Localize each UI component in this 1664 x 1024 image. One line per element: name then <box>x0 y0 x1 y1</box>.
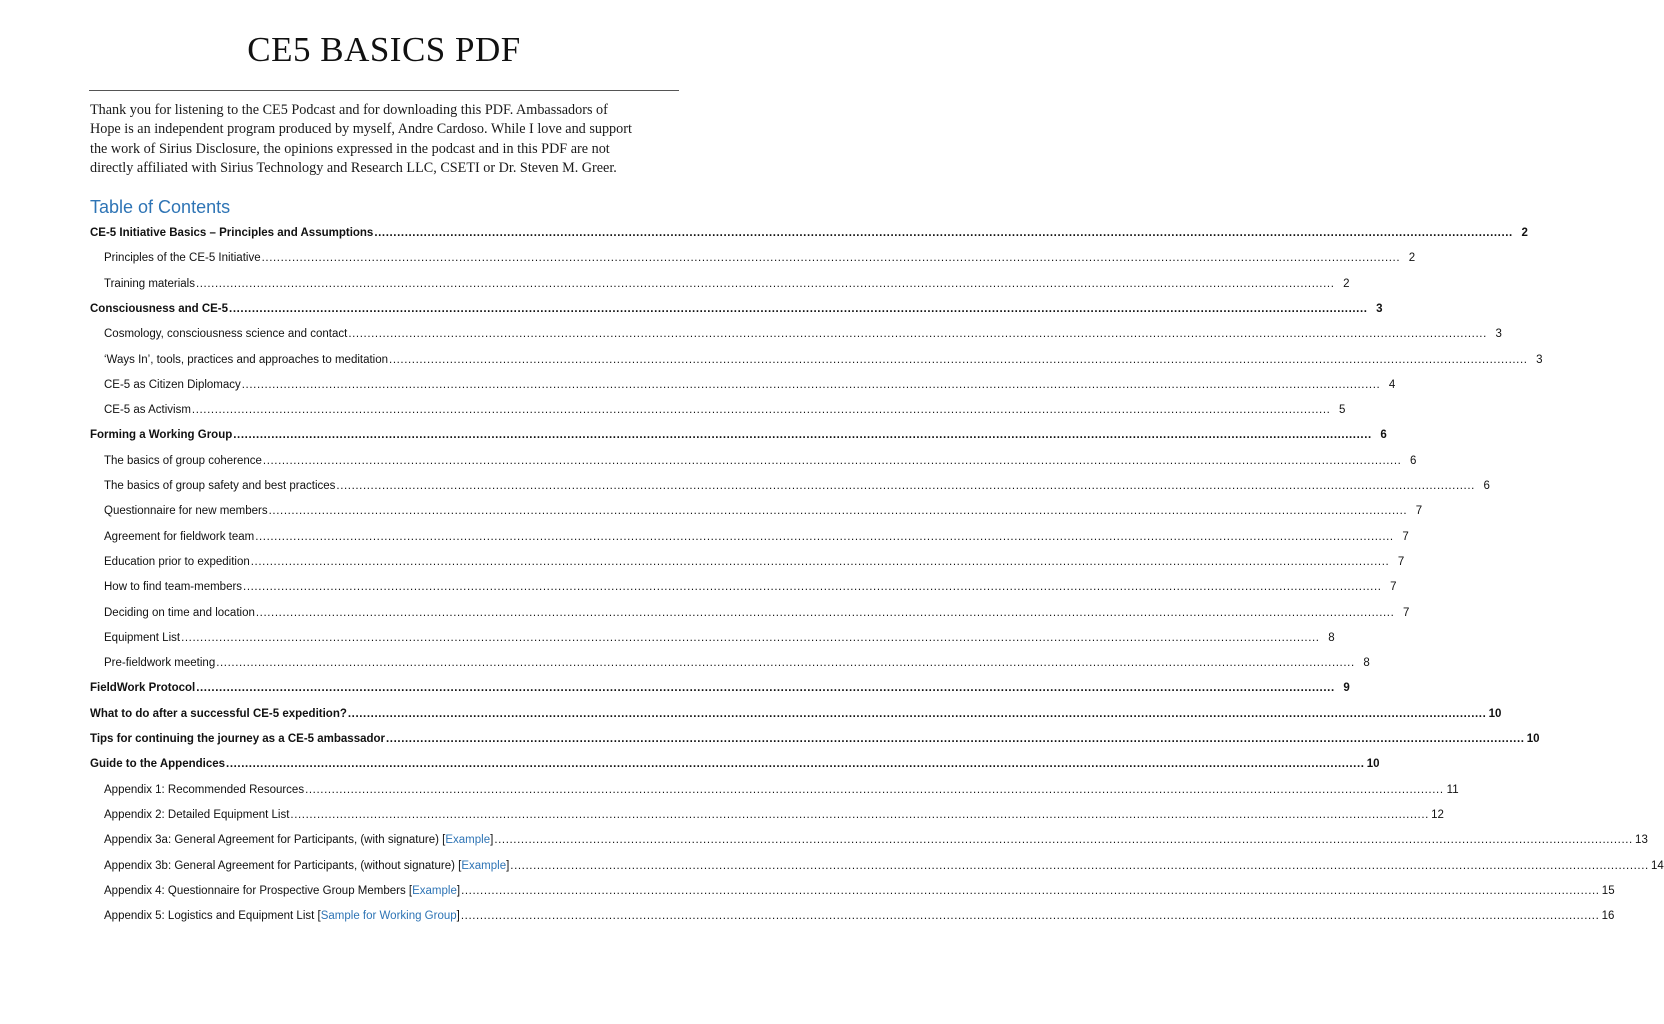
toc-dot-leader: ............................................................................................................................................................................................................................................................................................................ <box>290 808 1429 821</box>
toc-page-number: 10 <box>1488 707 1502 720</box>
toc-entry-label: Appendix 4: Questionnaire for Prospective Group Members [ <box>104 884 413 897</box>
toc-dot-leader: ............................................................................................................................................................................................................................................................................................................ <box>241 378 1381 391</box>
toc-dot-leader: ............................................................................................................................................................................................................................................................................................................ <box>374 227 1513 239</box>
toc-page-number: 15 <box>1601 884 1615 897</box>
toc-entry-subsection[interactable] <box>104 907 1615 925</box>
toc-entry-section[interactable] <box>90 730 1540 748</box>
toc-entry-subsection[interactable] <box>104 629 1335 647</box>
intro-line: Hope is an independent program produced by myself, Andre Cardoso. While I love and support <box>90 121 632 138</box>
toc-page-number: 13 <box>1635 834 1648 847</box>
toc-entry-subsection[interactable] <box>104 781 1459 799</box>
toc-entry-subsection[interactable] <box>104 806 1444 824</box>
toc-page-number: 7 <box>1415 505 1423 518</box>
toc-page-number: 14 <box>1651 859 1664 872</box>
toc-entry-label: Appendix 3a: General Agreement for Participants, (with signature) [ <box>104 834 446 847</box>
toc-entry-example-link[interactable]: Example <box>412 884 457 897</box>
toc-dot-leader: ............................................................................................................................................................................................................................................................................................................ <box>233 429 1372 442</box>
toc-page-number: 6 <box>1380 429 1387 442</box>
toc-dot-leader: ............................................................................................................................................................................................................................................................................................................ <box>347 707 1487 720</box>
intro-paragraph <box>90 101 680 178</box>
toc-entry-label: ‘Ways In’, tools, practices and approaches to meditation <box>104 353 389 366</box>
toc-entry-label-suffix: ] <box>490 834 494 847</box>
toc-entry-label: Training materials <box>104 277 195 290</box>
toc-entry-label: Education prior to expedition <box>104 555 250 568</box>
toc-dot-leader: ............................................................................................................................................................................................................................................................................................................ <box>494 834 1633 847</box>
intro-line: Thank you for listening to the CE5 Podcast and for downloading this PDF. Ambassadors of <box>90 102 608 118</box>
toc-dot-leader: ............................................................................................................................................................................................................................................................................................................ <box>181 631 1320 644</box>
toc-dot-leader: ............................................................................................................................................................................................................................................................................................................ <box>250 555 1390 568</box>
toc-entry-label: Questionnaire for new members <box>104 505 268 518</box>
toc-dot-leader: ............................................................................................................................................................................................................................................................................................................ <box>268 505 1408 518</box>
toc-dot-leader: ............................................................................................................................................................................................................................................................................................................ <box>191 404 1331 417</box>
toc-page-number: 2 <box>1343 277 1350 290</box>
toc-dot-leader: ............................................................................................................................................................................................................................................................................................................ <box>261 252 1401 265</box>
toc-page-number: 3 <box>1536 353 1543 366</box>
toc-entry-label: Appendix 3b: General Agreement for Participants, (without signature) [ <box>104 859 462 872</box>
toc-dot-leader: ............................................................................................................................................................................................................................................................................................................ <box>255 606 1395 619</box>
toc-entry-label: CE-5 as Activism <box>104 404 191 417</box>
toc-dot-leader: ............................................................................................................................................................................................................................................................................................................ <box>226 758 1365 771</box>
toc-page-number: 10 <box>1366 758 1380 771</box>
toc-entry-subsection[interactable] <box>104 654 1370 672</box>
toc-entry-subsection[interactable] <box>104 882 1615 900</box>
toc-entry-label: FieldWork Protocol <box>90 682 196 695</box>
toc-page-number: 8 <box>1363 657 1370 670</box>
toc-entry-subsection[interactable] <box>104 477 1490 495</box>
toc-page-number: 2 <box>1521 227 1528 239</box>
toc-entry-section[interactable] <box>90 705 1502 723</box>
toc-entry-subsection[interactable] <box>104 325 1502 343</box>
document-title: CE5 BASICS PDF <box>247 30 521 69</box>
toc-entry-label: CE-5 Initiative Basics – Principles and Assumptions <box>90 227 374 239</box>
toc-entry-subsection[interactable] <box>104 275 1350 293</box>
toc-page-number: 5 <box>1339 404 1346 417</box>
toc-dot-leader: ............................................................................................................................................................................................................................................................................................................ <box>348 328 1487 341</box>
toc-entry-label-suffix: ] <box>456 884 461 897</box>
toc-entry-label: The basics of group coherence <box>104 454 262 467</box>
toc-entry-subsection[interactable] <box>104 553 1405 571</box>
intro-line: the work of Sirius Disclosure, the opinions expressed in the podcast and in this PDF are not <box>90 140 610 157</box>
toc-page-number: 7 <box>1390 581 1397 594</box>
toc-dot-leader: ............................................................................................................................................................................................................................................................................................................ <box>461 884 1600 897</box>
toc-page-number: 7 <box>1403 606 1410 619</box>
toc-page-number: 9 <box>1343 682 1350 695</box>
toc-entry-subsection[interactable] <box>104 401 1346 419</box>
toc-dot-leader: ............................................................................................................................................................................................................................................................................................................ <box>305 783 1444 796</box>
toc-entry-example-link[interactable]: Example <box>461 859 507 872</box>
toc-entry-subsection[interactable] <box>104 528 1409 546</box>
toc-dot-leader: ............................................................................................................................................................................................................................................................................................................ <box>389 353 1528 366</box>
toc-dot-leader: ............................................................................................................................................................................................................................................................................................................ <box>336 480 1475 492</box>
toc-entry-subsection[interactable] <box>104 452 1417 470</box>
toc-entry-label: Principles of the CE-5 Initiative <box>104 252 261 265</box>
toc-dot-leader: ............................................................................................................................................................................................................................................................................................................ <box>196 682 1335 695</box>
toc-page-number: 8 <box>1328 631 1335 644</box>
toc-entry-label: Appendix 1: Recommended Resources <box>104 783 305 796</box>
toc-entry-label: Forming a Working Group <box>90 429 233 442</box>
toc-dot-leader: ............................................................................................................................................................................................................................................................................................................ <box>216 657 1355 670</box>
toc-entry-subsection[interactable] <box>104 502 1423 520</box>
toc-entry-section[interactable] <box>90 679 1350 697</box>
toc-page-number: 7 <box>1397 555 1405 568</box>
toc-page-number: 16 <box>1601 910 1615 923</box>
toc-entry-subsection[interactable] <box>104 376 1396 394</box>
toc-entry-label: Deciding on time and location <box>104 606 255 619</box>
toc-entry-subsection[interactable] <box>104 249 1416 267</box>
toc-entry-label: Appendix 5: Logistics and Equipment List [ <box>104 910 321 923</box>
toc-page-number: 6 <box>1410 454 1417 467</box>
toc-entry-label: Agreement for fieldwork team <box>104 530 255 543</box>
toc-dot-leader: ............................................................................................................................................................................................................................................................................................................ <box>510 859 1649 872</box>
toc-entry-label: Equipment List <box>104 631 181 644</box>
toc-page-number: 12 <box>1431 808 1444 821</box>
toc-entry-section[interactable] <box>90 224 1528 242</box>
toc-entry-label-suffix: ] <box>506 859 510 872</box>
toc-entry-label: Cosmology, consciousness science and contact <box>104 328 348 341</box>
toc-dot-leader: ............................................................................................................................................................................................................................................................................................................ <box>460 910 1600 923</box>
toc-entry-label: Guide to the Appendices <box>90 758 226 771</box>
toc-entry-label: CE-5 as Citizen Diplomacy <box>104 378 241 391</box>
toc-dot-leader: ............................................................................................................................................................................................................................................................................................................ <box>386 733 1525 745</box>
toc-entry-subsection[interactable] <box>104 857 1664 875</box>
title-divider <box>89 90 679 91</box>
toc-entry-label: Appendix 2: Detailed Equipment List <box>104 808 290 821</box>
toc-entry-subsection[interactable] <box>104 351 1543 369</box>
toc-entry-subsection[interactable] <box>104 578 1397 596</box>
toc-dot-leader: ............................................................................................................................................................................................................................................................................................................ <box>195 277 1335 290</box>
toc-entry-label: The basics of group safety and best practices <box>104 480 336 492</box>
toc-entry-subsection[interactable] <box>104 831 1648 849</box>
toc-page-number: 2 <box>1408 252 1416 265</box>
toc-entry-example-link[interactable]: Example <box>445 834 491 847</box>
toc-page-number: 10 <box>1526 733 1540 745</box>
toc-entry-label: How to find team-members <box>104 581 243 594</box>
toc-entry-label: Tips for continuing the journey as a CE-5 ambassador <box>90 733 386 745</box>
toc-dot-leader: ............................................................................................................................................................................................................................................................................................................ <box>243 581 1382 594</box>
toc-dot-leader: ............................................................................................................................................................................................................................................................................................................ <box>255 530 1394 543</box>
toc-entry-example-link[interactable]: Sample for Working Group <box>320 910 457 923</box>
toc-entry-label-suffix: ] <box>456 910 460 923</box>
toc-entry-label: Consciousness and CE-5 <box>90 302 229 315</box>
toc-entry-subsection[interactable] <box>104 604 1410 622</box>
toc-entry-label: What to do after a successful CE-5 expedition? <box>90 707 347 720</box>
toc-entry-section[interactable] <box>90 300 1383 318</box>
toc-page-number: 11 <box>1446 783 1459 796</box>
intro-line: directly affiliated with Sirius Technology and Research LLC, CSETI or Dr. Steven M. Greer. <box>90 159 617 176</box>
toc-page-number: 4 <box>1388 378 1396 391</box>
toc-dot-leader: ............................................................................................................................................................................................................................................................................................................ <box>229 302 1368 315</box>
toc-page-number: 6 <box>1483 480 1490 492</box>
toc-page-number: 3 <box>1376 302 1383 315</box>
toc-page-number: 7 <box>1402 530 1409 543</box>
toc-entry-section[interactable] <box>90 755 1380 773</box>
toc-entry-section[interactable] <box>90 426 1387 444</box>
toc-heading: Table of Contents <box>90 197 231 217</box>
toc-page-number: 3 <box>1495 328 1502 341</box>
toc-dot-leader: ............................................................................................................................................................................................................................................................................................................ <box>262 454 1402 467</box>
toc-entry-label: Pre-fieldwork meeting <box>104 657 216 670</box>
